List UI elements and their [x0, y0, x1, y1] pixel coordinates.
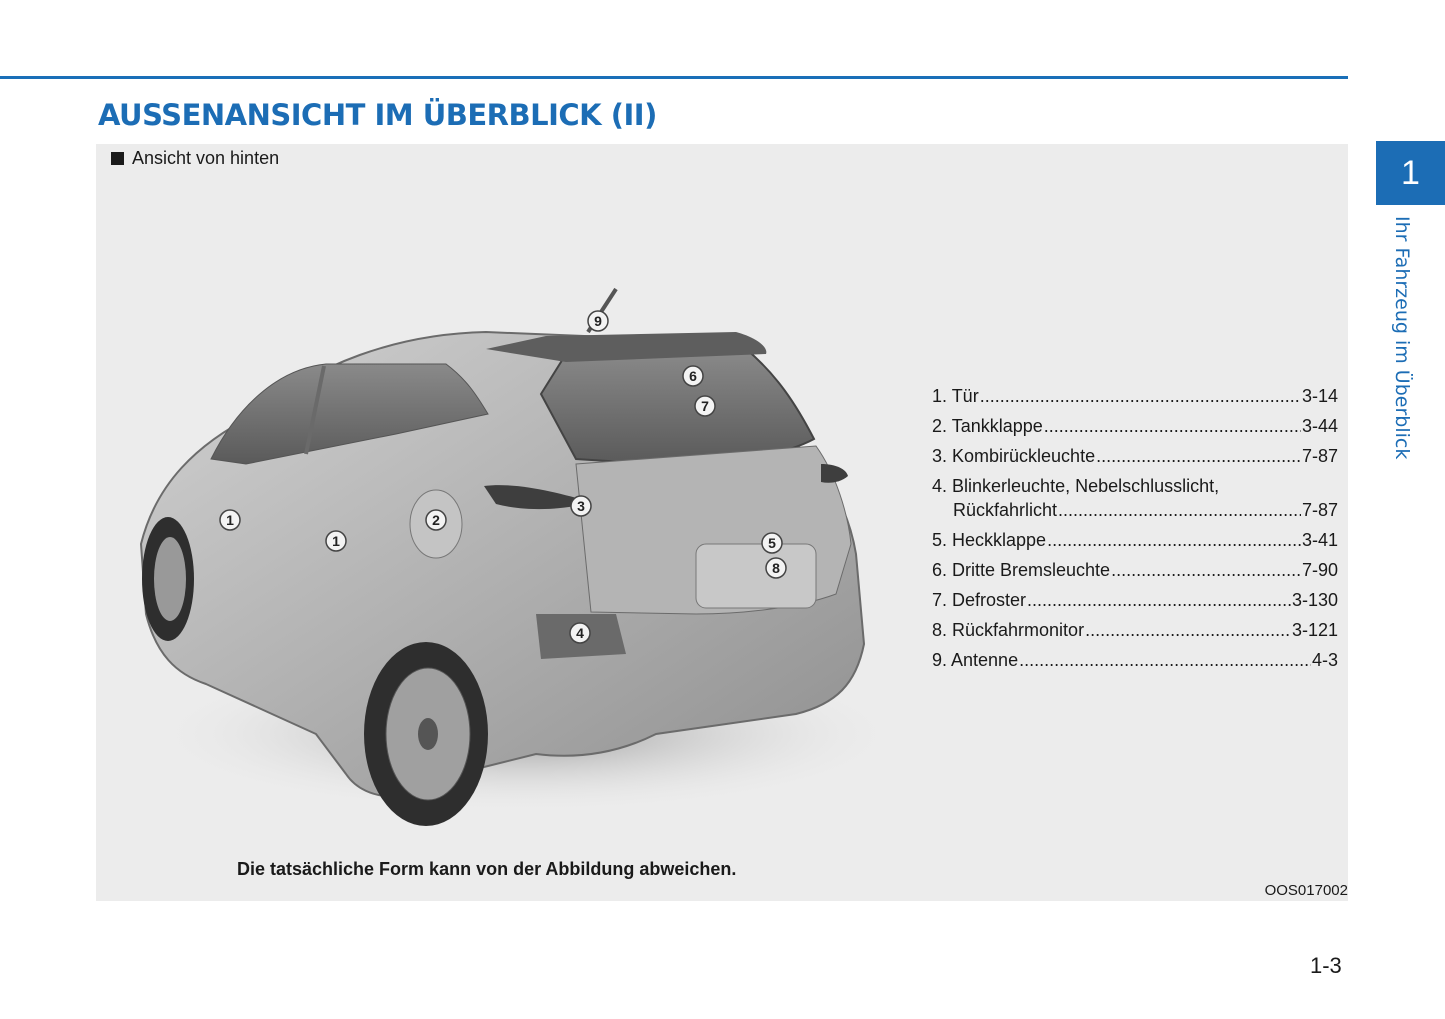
figure-disclaimer: Die tatsächliche Form kann von der Abbildung abweichen. [237, 859, 737, 879]
svg-text:9: 9 [594, 313, 602, 329]
figure-code: OOS017002 [1264, 882, 1348, 899]
callout-marker [570, 623, 590, 643]
callout-legend [932, 381, 1338, 675]
callout-marker [220, 510, 240, 530]
svg-text:5: 5 [768, 535, 776, 551]
view-label-text: Ansicht von hinten [132, 148, 280, 168]
callout-marker [683, 366, 703, 386]
legend-item: 3. Kombirückleuchte ..... 7-87 [932, 441, 1338, 471]
legend-item: 9. Antenne ..... 4-3 [932, 645, 1338, 675]
rear-wheel [364, 642, 488, 826]
legend-item: 6. Dritte Bremsleuchte ..... 7-90 [932, 555, 1338, 585]
legend-item: 8. Rückfahrmonitor ..... 3-121 [932, 615, 1338, 645]
car-rear-illustration [96, 214, 906, 854]
callout-marker [588, 311, 608, 331]
chapter-title: Ihr Fahrzeug im Überblick [1391, 216, 1413, 460]
svg-text:7: 7 [701, 398, 709, 414]
chapter-tab: 1 [1376, 141, 1445, 205]
svg-text:4: 4 [576, 625, 584, 641]
square-bullet-icon [111, 152, 124, 165]
callout-marker [571, 496, 591, 516]
svg-text:2: 2 [432, 512, 440, 528]
legend-item [932, 471, 1338, 525]
legend-item-line1: 4. Blinkerleuchte, Nebelschlusslicht, [932, 476, 1220, 496]
svg-text:1: 1 [226, 512, 234, 528]
callout-marker [326, 531, 346, 551]
svg-text:6: 6 [689, 368, 697, 384]
legend-item: 5. Heckklappe ..... 3-41 [932, 525, 1338, 555]
svg-text:1: 1 [332, 533, 340, 549]
page-number: 1-3 [1310, 953, 1342, 978]
front-wheel [142, 517, 194, 641]
svg-text:3: 3 [577, 498, 585, 514]
legend-item-line2: Rückfahrlicht ..... 7-87 [932, 498, 1338, 522]
tail-light-right [821, 464, 848, 483]
top-rule [0, 76, 1348, 79]
figure-panel [96, 144, 1348, 901]
callout-marker [426, 510, 446, 530]
svg-text:8: 8 [772, 560, 780, 576]
page-title: AUSSENANSICHT IM ÜBERBLICK (II) [98, 98, 657, 132]
rear-window [541, 349, 814, 464]
legend-item: 2. Tankklappe ..... 3-44 [932, 411, 1338, 441]
callout-marker [695, 396, 715, 416]
view-label [111, 148, 279, 169]
callout-marker [762, 533, 782, 553]
callout-marker [766, 558, 786, 578]
legend-item: 1. Tür ..... 3-14 [932, 381, 1338, 411]
license-plate-recess [696, 544, 816, 608]
legend-item: 7. Defroster ..... 3-130 [932, 585, 1338, 615]
